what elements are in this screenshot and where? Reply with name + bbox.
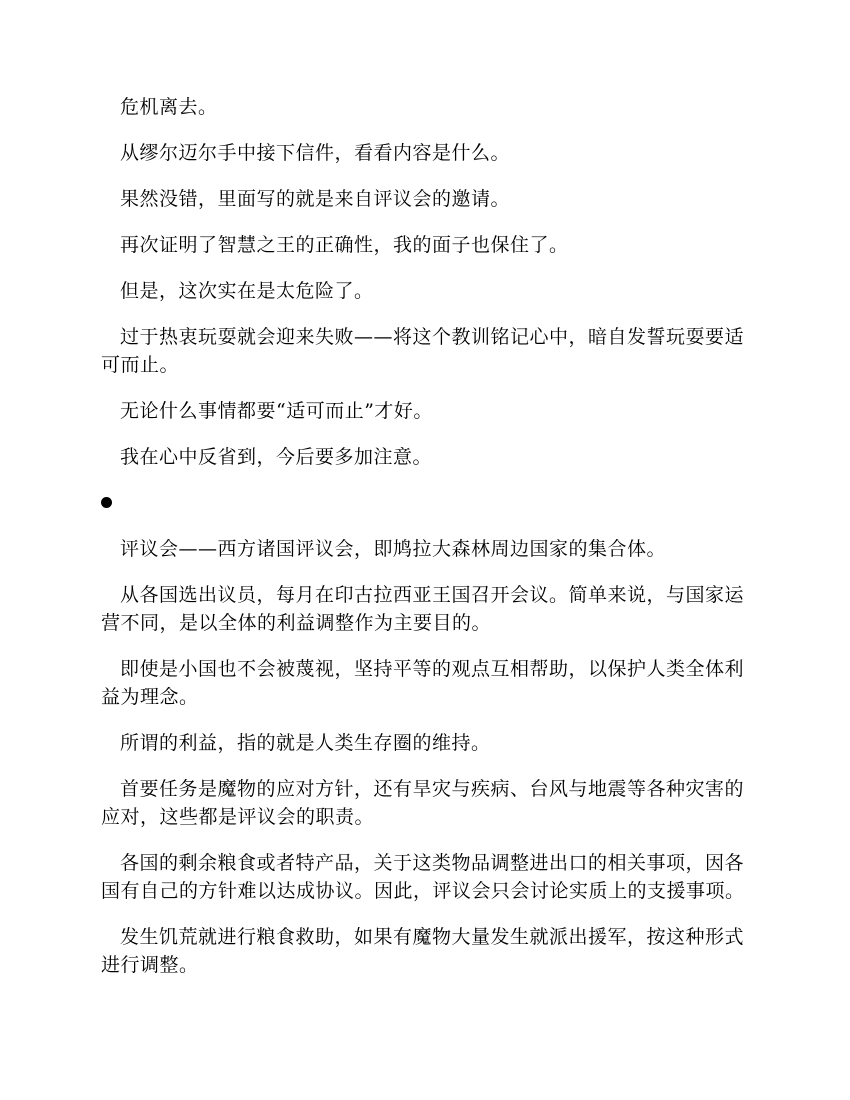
paragraph: 危机离去。 (120, 96, 218, 118)
paragraph: 无论什么事情都要“适可而止”才好。 (120, 400, 433, 422)
document-page (101, 93, 751, 997)
paragraph: 从各国选出议员，每月在印古拉西亚王国召开会议。简单来说，与国家运营不同，是以全体的利益调整作为主要目的。 (101, 584, 745, 634)
paragraph: 评议会——西方诸国评议会，即鸠拉大森林周边国家的集合体。 (120, 538, 667, 560)
paragraph: 即使是小国也不会被蔑视，坚持平等的观点互相帮助，以保护人类全体利益为理念。 (101, 658, 745, 708)
paragraph: 但是，这次实在是太危险了。 (120, 280, 374, 302)
paragraph: 各国的剩余粮食或者特产品，关于这类物品调整进出口的相关事项，因各国有自己的方针难以达成协议。因此，评议会只会讨论实质上的支援事项。 (101, 852, 745, 902)
bullet-dot-icon (101, 497, 112, 508)
paragraph: 果然没错，里面写的就是来自评议会的邀请。 (120, 188, 511, 210)
paragraph: 再次证明了智慧之王的正确性，我的面子也保住了。 (120, 234, 569, 256)
paragraph: 首要任务是魔物的应对方针，还有旱灾与疾病、台风与地震等各种灾害的应对，这些都是评议会的职责。 (101, 778, 745, 828)
paragraph: 发生饥荒就进行粮食救助，如果有魔物大量发生就派出援军，按这种形式进行调整。 (101, 926, 745, 976)
paragraph: 所谓的利益，指的就是人类生存圈的维持。 (120, 732, 491, 754)
paragraph: 过于热衷玩耍就会迎来失败——将这个教训铭记心中，暗自发誓玩耍要适可而止。 (101, 326, 745, 376)
paragraph: 从缪尔迈尔手中接下信件，看看内容是什么。 (120, 142, 511, 164)
paragraph: 我在心中反省到，今后要多加注意。 (120, 446, 433, 468)
section-separator (101, 489, 751, 517)
